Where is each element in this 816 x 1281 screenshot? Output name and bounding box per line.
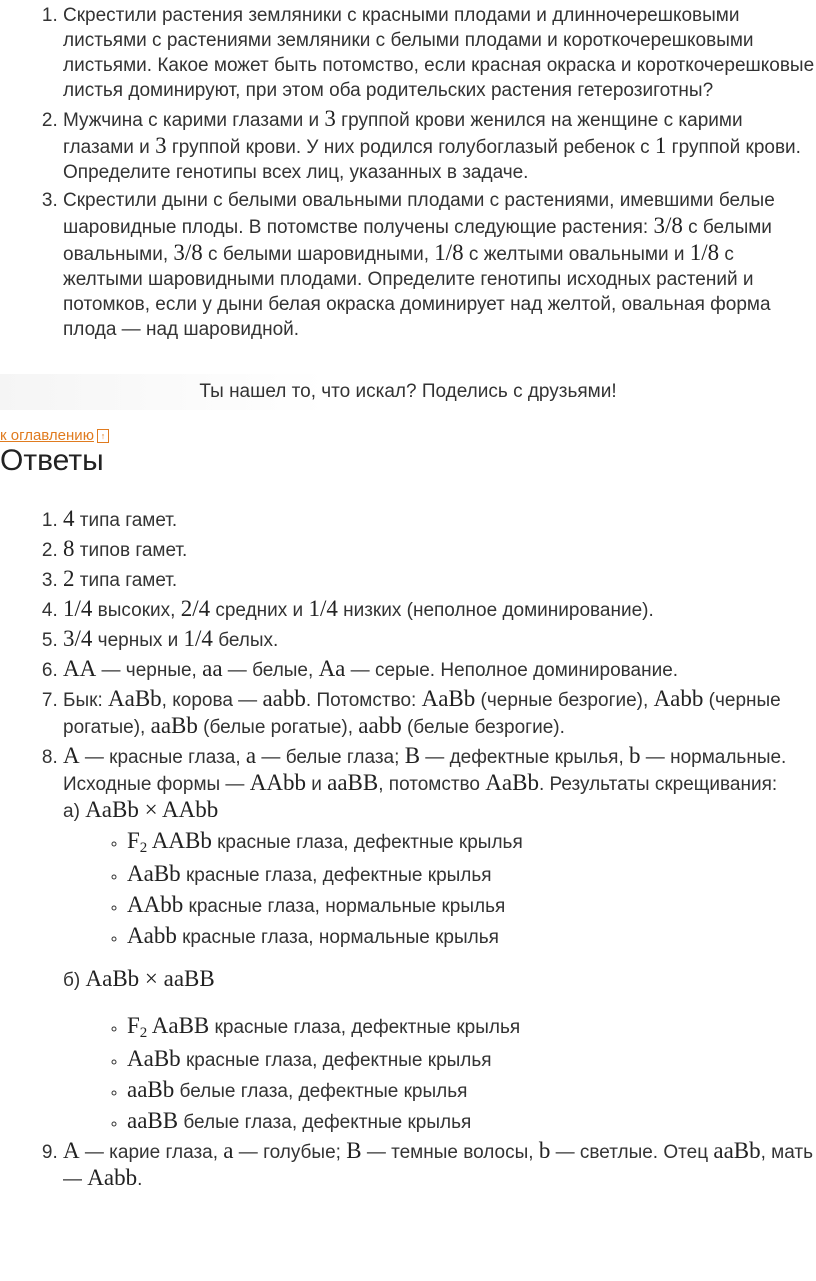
list-item: ◦ Aabb красные глаза, нормальные крылья: [127, 923, 815, 950]
answers-list: [0, 503, 815, 1192]
task-3: 3. Скрестили дыни с белыми овальными плодами с растениями, имевшими белые шаровидные плоды. В потомстве получены следующие растения: 3/8 с белыми овальными, 3/8 с белыми шаровидными, 1/8 с желтыми овальными и 1/8 с желтыми шаровидными плодами. Определите генотипы исходных растений и потомков, если у дыни белая окраска доминирует над желтой, овальная форма плода — над шаровидной.: [63, 188, 815, 342]
answer-8: 8. A — красные глаза, a — белые глаза; B — дефектные крылья, b — нормальные. Исходные формы — AAbb и aaBB, потомство AaBb. Результаты скрещивания: а) AaBb × AAbb ◦ $F_2$ AABb красные глаза, дефектные крылья ◦ AaBb красные глаза, дефектные крылья ◦ AAbb красные глаза, нормальные крылья ◦ Aabb красные глаза, нормальные крылья б) AaBb × aaBB ◦ $F_2$ AaBB красные глаза, дефектные крылья ◦ AaBb красные глаза, дефектные крылья ◦ aaBb белые глаза, дефектные крылья ◦ aaBB белые глаза, дефектные крылья: [63, 743, 815, 1135]
list-item: ◦ AaBb красные глаза, дефектные крылья: [127, 861, 815, 888]
toc-link[interactable]: к оглавлению ↑: [0, 427, 109, 444]
answers-title: Ответы: [0, 444, 104, 477]
list-item: ◦ $F_2$ AaBB красные глаза, дефектные крылья: [127, 1013, 815, 1042]
answer-5: 5. 3/4 черных и 1/4 белых.: [63, 626, 815, 653]
task-1: 1. Скрестили растения земляники с красными плодами и длинночерешковыми листьями с растениями земляники с белыми плодами и короткочерешковыми листьями. Какое может быть потомство, если красная окраска и короткочерешковые листья доминируют, при этом оба родительских растения гетерозиготны?: [63, 3, 815, 103]
cross-a: а) AaBb × AAbb: [63, 797, 219, 822]
answer-1: 1. 4 типа гамет.: [63, 506, 815, 533]
answer-6: 6. AA — черные, aa — белые, Aa — серые. Неполное доминирование.: [63, 656, 815, 683]
share-text: Ты нашел то, что искал? Поделись с друзьями!: [199, 381, 617, 402]
task-2: 2. Мужчина с карими глазами и 3 группой крови женился на женщине с карими глазами и 3 группой крови. У них родился голубоглазый ребенок с 1 группой крови. Определите генотипы всех лиц, указанных в задаче.: [63, 106, 815, 185]
answer-9: 9. A — карие глаза, a — голубые; B — темные волосы, b — светлые. Отец aaBb, мать — Aabb.: [63, 1138, 815, 1192]
list-item: ◦ AAbb красные глаза, нормальные крылья: [127, 892, 815, 919]
list-item: ◦ $F_2$ AABb красные глаза, дефектные крылья: [127, 828, 815, 857]
list-item: ◦ AaBb красные глаза, дефектные крылья: [127, 1046, 815, 1073]
arrow-up-icon: ↑: [97, 429, 109, 443]
answer-3: 3. 2 типа гамет.: [63, 566, 815, 593]
results-a: [63, 828, 815, 950]
answer-4: 4. 1/4 высоких, 2/4 средних и 1/4 низких (неполное доминирование).: [63, 596, 815, 623]
list-item: ◦ aaBb белые глаза, дефектные крылья: [127, 1077, 815, 1104]
task-list: [0, 0, 815, 342]
cross-b: б) AaBb × aaBB: [63, 966, 215, 991]
results-b: [63, 1013, 815, 1135]
list-item: ◦ aaBB белые глаза, дефектные крылья: [127, 1108, 815, 1135]
answer-7: 7. Бык: AaBb, корова — aabb. Потомство: AaBb (черные безрогие), Aabb (черные рогатые), aaBb (белые рогатые), aabb (белые безрогие).: [63, 686, 815, 740]
share-bar: [0, 374, 816, 410]
answer-2: 2. 8 типов гамет.: [63, 536, 815, 563]
